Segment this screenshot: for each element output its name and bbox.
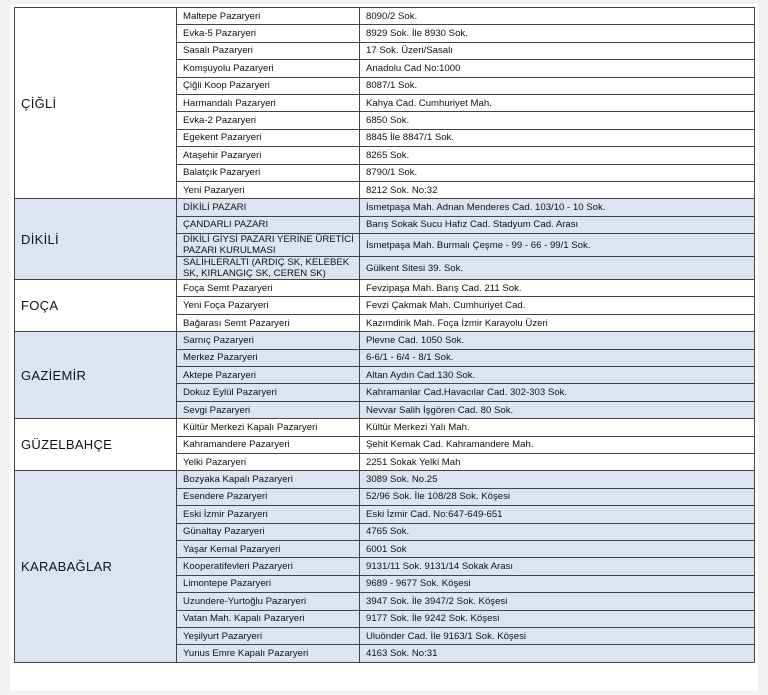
- market-address-cell: 2251 Sokak Yelki Mah: [360, 453, 755, 470]
- district-cell: GAZİEMİR: [15, 332, 177, 419]
- market-address-cell: 52/96 Sok. İle 108/28 Sok. Köşesi: [360, 488, 755, 505]
- district-cell: FOÇA: [15, 280, 177, 332]
- market-address-cell: Kültür Merkezi Yalı Mah.: [360, 419, 755, 436]
- market-name-cell: Aktepe Pazaryeri: [177, 367, 360, 384]
- market-address-cell: 6-6/1 - 6/4 - 8/1 Sok.: [360, 349, 755, 366]
- market-address-cell: İsmetpaşa Mah. Burmalı Çeşme - 99 - 66 - 99/1 Sok.: [360, 234, 755, 257]
- market-name-cell: Foça Semt Pazaryeri: [177, 280, 360, 297]
- market-name-cell: Günaltay Pazaryeri: [177, 523, 360, 540]
- district-cell: DİKİLİ: [15, 199, 177, 280]
- market-table: [14, 7, 755, 663]
- market-address-cell: Altan Aydın Cad.130 Sok.: [360, 367, 755, 384]
- market-address-cell: Barış Sokak Sucu Hafız Cad. Stadyum Cad. Arası: [360, 216, 755, 233]
- table-row: [15, 419, 755, 436]
- market-address-cell: 8090/2 Sok.: [360, 8, 755, 25]
- market-name-cell: Limontepe Pazaryeri: [177, 575, 360, 592]
- market-name-cell: Komşuyolu Pazaryeri: [177, 60, 360, 77]
- market-name-cell: Uzundere-Yurtoğlu Pazaryeri: [177, 593, 360, 610]
- table-row: [15, 8, 755, 25]
- market-address-cell: Fevzipaşa Mah. Barış Cad. 211 Sok.: [360, 280, 755, 297]
- market-address-cell: 8087/1 Sok.: [360, 77, 755, 94]
- market-address-cell: Kahya Cad. Cumhuriyet Mah.: [360, 94, 755, 111]
- market-name-cell: Yeşilyurt Pazaryeri: [177, 627, 360, 644]
- market-address-cell: 4765 Sok.: [360, 523, 755, 540]
- market-address-cell: 8790/1 Sok.: [360, 164, 755, 181]
- market-address-cell: 6850 Sok.: [360, 112, 755, 129]
- market-address-cell: 17 Sok. Üzeri/Sasalı: [360, 42, 755, 59]
- market-address-cell: 9131/11 Sok. 9131/14 Sokak Arası: [360, 558, 755, 575]
- market-name-cell: Yeni Pazaryeri: [177, 181, 360, 198]
- market-address-cell: Eski İzmir Cad. No:647-649-651: [360, 506, 755, 523]
- market-name-cell: Merkez Pazaryeri: [177, 349, 360, 366]
- market-name-cell: Sasalı Pazaryeri: [177, 42, 360, 59]
- market-name-cell: Evka-5 Pazaryeri: [177, 25, 360, 42]
- market-address-cell: Anadolu Cad No:1000: [360, 60, 755, 77]
- market-address-cell: 8929 Sok. İle 8930 Sok.: [360, 25, 755, 42]
- market-address-cell: 3947 Sok. İle 3947/2 Sok. Köşesi: [360, 593, 755, 610]
- market-address-cell: Gülkent Sitesi 39. Sok.: [360, 257, 755, 280]
- market-name-cell: Balatçık Pazaryeri: [177, 164, 360, 181]
- market-address-cell: 8265 Sok.: [360, 147, 755, 164]
- district-cell: ÇİĞLİ: [15, 8, 177, 199]
- market-address-cell: Uluönder Cad. İle 9163/1 Sok. Köşesi: [360, 627, 755, 644]
- market-name-cell: Egekent Pazaryeri: [177, 129, 360, 146]
- market-name-cell: Ataşehir Pazaryeri: [177, 147, 360, 164]
- market-address-cell: 8212 Sok. No:32: [360, 181, 755, 198]
- market-name-cell: Dokuz Eylül Pazaryeri: [177, 384, 360, 401]
- market-name-cell: SALİHLERALTI (ARDIÇ SK, KELEBEK SK, KIRLANGIÇ SK, CEREN SK): [177, 257, 360, 280]
- market-address-cell: Plevne Cad. 1050 Sok.: [360, 332, 755, 349]
- market-name-cell: ÇANDARLI PAZARI: [177, 216, 360, 233]
- market-name-cell: Kahramandere Pazaryeri: [177, 436, 360, 453]
- market-address-cell: 8845 İle 8847/1 Sok.: [360, 129, 755, 146]
- market-name-cell: Sevgi Pazaryeri: [177, 401, 360, 418]
- market-name-cell: Esendere Pazaryeri: [177, 488, 360, 505]
- market-name-cell: Çiğli Koop Pazaryeri: [177, 77, 360, 94]
- table-row: [15, 471, 755, 488]
- market-name-cell: Vatan Mah. Kapalı Pazaryeri: [177, 610, 360, 627]
- market-name-cell: Kültür Merkezi Kapalı Pazaryeri: [177, 419, 360, 436]
- market-name-cell: DİKİLİ GİYSİ PAZARI YERİNE ÜRETİCİ PAZARI KURULMASI: [177, 234, 360, 257]
- market-name-cell: Bozyaka Kapalı Pazaryeri: [177, 471, 360, 488]
- market-table-body: [15, 8, 755, 663]
- district-cell: GÜZELBAHÇE: [15, 419, 177, 471]
- market-name-cell: Evka-2 Pazaryeri: [177, 112, 360, 129]
- market-address-cell: 9177 Sok. İle 9242 Sok. Köşesi: [360, 610, 755, 627]
- market-name-cell: DİKİLİ PAZARI: [177, 199, 360, 216]
- market-name-cell: Sarnıç Pazaryeri: [177, 332, 360, 349]
- market-address-cell: İsmetpaşa Mah. Adnan Menderes Cad. 103/10 - 10 Sok.: [360, 199, 755, 216]
- market-address-cell: Kahramanlar Cad.Havacılar Cad. 302-303 Sok.: [360, 384, 755, 401]
- market-address-cell: 6001 Sok: [360, 540, 755, 557]
- market-name-cell: Yaşar Kemal Pazaryeri: [177, 540, 360, 557]
- market-address-cell: 4163 Sok. No:31: [360, 645, 755, 662]
- market-name-cell: Kooperatifevleri Pazaryeri: [177, 558, 360, 575]
- table-row: [15, 199, 755, 216]
- market-name-cell: Eski İzmir Pazaryeri: [177, 506, 360, 523]
- table-row: [15, 332, 755, 349]
- market-name-cell: Yunus Emre Kapalı Pazaryeri: [177, 645, 360, 662]
- market-address-cell: 3089 Sok. No.25: [360, 471, 755, 488]
- table-row: [15, 280, 755, 297]
- market-address-cell: Şehit Kemak Cad. Kahramandere Mah.: [360, 436, 755, 453]
- market-address-cell: Nevvar Salih İşgören Cad. 80 Sok.: [360, 401, 755, 418]
- market-address-cell: 9689 - 9677 Sok. Köşesi: [360, 575, 755, 592]
- market-name-cell: Maltepe Pazaryeri: [177, 8, 360, 25]
- market-address-cell: Fevzi Çakmak Mah. Cumhuriyet Cad.: [360, 297, 755, 314]
- document-page: [10, 4, 758, 691]
- market-address-cell: Kazımdirik Mah. Foça İzmir Karayolu Üzeri: [360, 314, 755, 331]
- market-name-cell: Yelki Pazaryeri: [177, 453, 360, 470]
- market-name-cell: Harmandalı Pazaryeri: [177, 94, 360, 111]
- market-name-cell: Yeni Foça Pazaryeri: [177, 297, 360, 314]
- district-cell: KARABAĞLAR: [15, 471, 177, 662]
- market-name-cell: Bağarası Semt Pazaryeri: [177, 314, 360, 331]
